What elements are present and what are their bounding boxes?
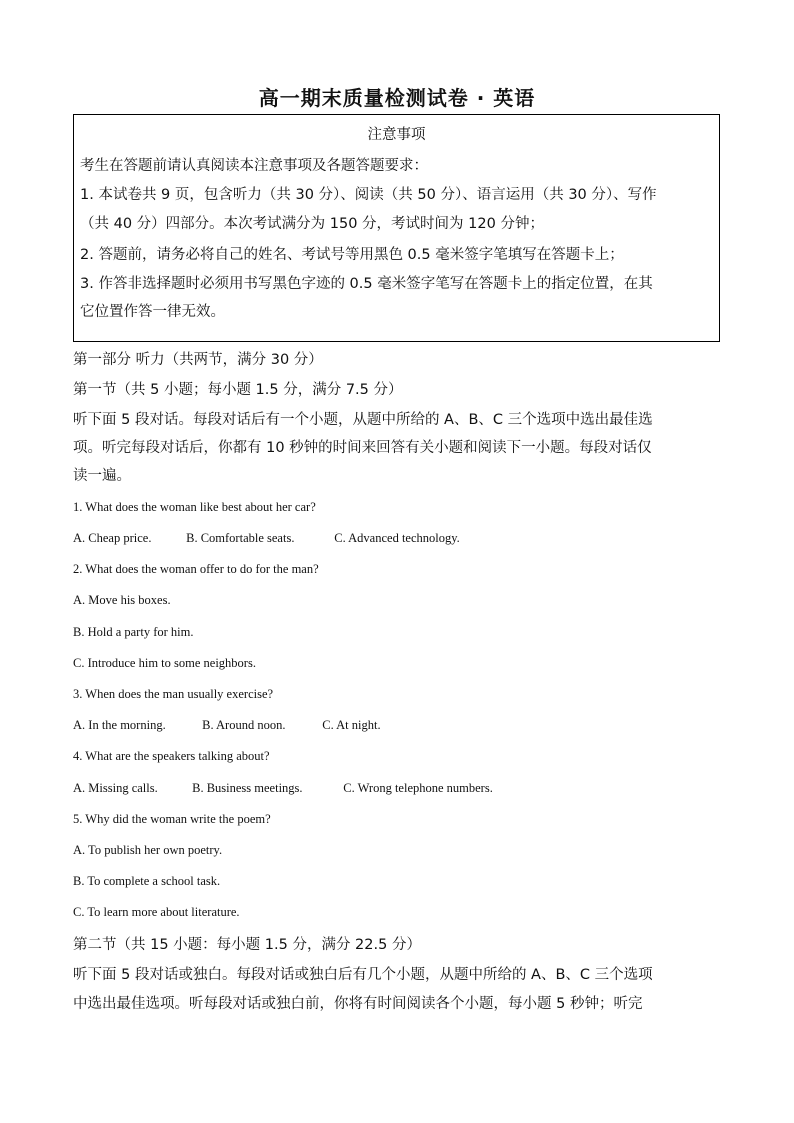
- question-3-option-a: A. In the morning.: [73, 718, 166, 732]
- question-5-option-c: C. To learn more about literature.: [73, 905, 240, 919]
- question-2-option-c: C. Introduce him to some neighbors.: [73, 656, 256, 670]
- question-1-option-b: B. Comfortable seats.: [186, 531, 295, 545]
- question-2-option-b: B. Hold a party for him.: [73, 625, 194, 639]
- question-4-option-a: A. Missing calls.: [73, 781, 158, 795]
- notice-intro: 考生在答题前请认真阅读本注意事项及各题答题要求：: [80, 158, 428, 174]
- question-5-option-b: B. To complete a school task.: [73, 874, 221, 888]
- notice-item-3-line-2: 它位置作答一律无效。: [80, 304, 225, 320]
- part1-heading: 第一部分 听力（共两节，满分 30 分）: [73, 352, 323, 368]
- notice-heading: 注意事项: [367, 127, 426, 143]
- section2-instruction-line-2: 中选出最佳选项。听每段对话或独白前，你将有时间阅读各个小题，每小题 5 秒钟；听完: [73, 996, 643, 1012]
- exam-title: 高一期末质量检测试卷 · 英语: [258, 86, 536, 110]
- question-4-options: [73, 781, 493, 796]
- question-3-options: [73, 718, 381, 733]
- section1-instruction-line-3: 读一遍。: [73, 468, 131, 484]
- question-4-stem: 4. What are the speakers talking about?: [73, 749, 270, 763]
- question-2-option-a: A. Move his boxes.: [73, 593, 171, 607]
- section2-instruction-line-1: 听下面 5 段对话或独白。每段对话或独白后有几个小题，从题中所给的 A、B、C 三个选项: [73, 967, 653, 983]
- notice-item-2: 2. 答题前，请务必将自己的姓名、考试号等用黑色 0.5 毫米签字笔填写在答题卡上；: [80, 247, 624, 263]
- question-2-stem: 2. What does the woman offer to do for the man?: [73, 562, 319, 576]
- question-4-option-b: B. Business meetings.: [192, 781, 303, 795]
- question-1-option-a: A. Cheap price.: [73, 531, 152, 545]
- question-3-stem: 3. When does the man usually exercise?: [73, 687, 274, 701]
- notice-item-3-line-1: 3. 作答非选择题时必须用书写黑色字迹的 0.5 毫米签字笔写在答题卡上的指定位置，在其: [80, 276, 653, 292]
- section1-heading: 第一节（共 5 小题；每小题 1.5 分，满分 7.5 分）: [73, 382, 403, 398]
- question-1-option-c: C. Advanced technology.: [334, 531, 460, 545]
- question-4-option-c: C. Wrong telephone numbers.: [343, 781, 493, 795]
- question-1-stem: 1. What does the woman like best about her car?: [73, 500, 316, 514]
- notice-item-1-line-2: （共 40 分）四部分。本次考试满分为 150 分，考试时间为 120 分钟；: [80, 216, 544, 232]
- question-1-options: [73, 531, 460, 546]
- notice-item-1-line-1: 1. 本试卷共 9 页，包含听力（共 30 分）、阅读（共 50 分）、语言运用（共 30 分）、写作: [80, 187, 657, 203]
- question-3-option-c: C. At night.: [322, 718, 381, 732]
- section1-instruction-line-1: 听下面 5 段对话。每段对话后有一个小题，从题中所给的 A、B、C 三个选项中选出最佳选: [73, 412, 653, 428]
- question-5-option-a: A. To publish her own poetry.: [73, 843, 223, 857]
- section2-heading: 第二节（共 15 小题：每小题 1.5 分，满分 22.5 分）: [73, 937, 421, 953]
- question-5-stem: 5. Why did the woman write the poem?: [73, 812, 271, 826]
- question-3-option-b: B. Around noon.: [202, 718, 286, 732]
- section1-instruction-line-2: 项。听完每段对话后，你都有 10 秒钟的时间来回答有关小题和阅读下一小题。每段对话仅: [73, 440, 652, 456]
